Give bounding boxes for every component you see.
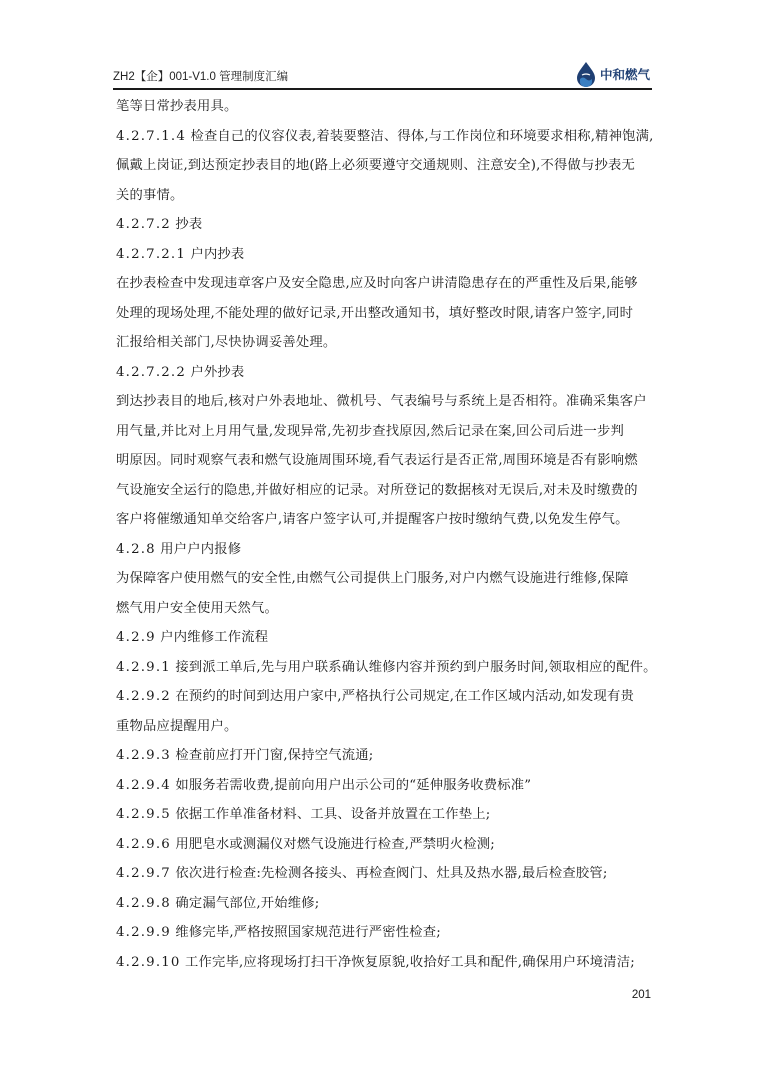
- line-text: 笔等日常抄表用具。: [116, 99, 238, 114]
- header-divider: [113, 88, 652, 90]
- line-text: 汇报给相关部门,尽快协调妥善处理。: [116, 335, 337, 350]
- text-line: [116, 918, 656, 948]
- line-text: 用户户内报修: [155, 541, 242, 557]
- page-number: 201: [631, 989, 651, 1001]
- line-text: 户内抄表: [186, 246, 245, 262]
- line-text: 明原因。同时观察气表和燃气设施周围环境,看气表运行是否正常,周围环境是否有影响燃: [116, 453, 638, 468]
- line-text: 用气量,并比对上月用气量,发现异常,先初步查找原因,然后记录在案,回公司后进一步判: [116, 423, 625, 439]
- line-text: 依次进行检查:先检测各接头、再检查阀门、灶具及热水器,最后检查胶管;: [170, 866, 608, 881]
- text-line: [116, 446, 656, 476]
- text-line: [116, 240, 656, 270]
- line-text: 气设施安全运行的隐患,并做好相应的记录。对所登记的数据核对无误后,对未及时缴费的: [116, 482, 638, 498]
- text-line: [116, 299, 656, 329]
- text-line: [116, 505, 656, 535]
- line-text: 客户将催缴通知单交给客户,请客户签字认可,并提醒客户按时缴纳气费,以免发生停气。: [116, 512, 629, 527]
- section-number: 4.2.8: [116, 541, 156, 557]
- section-number: 4.2.9.4: [116, 777, 171, 793]
- section-number: 4.2.9.5: [116, 807, 171, 822]
- line-text: 确定漏气部位,开始维修;: [170, 895, 320, 911]
- line-text: 到达抄表目的地后,核对户外表地址、微机号、气表编号与系统上是否相符。准确采集客户: [116, 394, 647, 409]
- text-line: [116, 830, 656, 860]
- section-number: 4.2.9.3: [116, 748, 171, 763]
- line-text: 维修完毕,严格按照国家规范进行严密性检查;: [170, 925, 441, 940]
- text-line: [116, 889, 656, 919]
- text-line: [116, 328, 656, 358]
- text-line: [116, 859, 656, 889]
- text-line: [116, 269, 656, 299]
- text-line: [116, 151, 656, 181]
- line-text: 检查前应打开门窗,保持空气流通;: [170, 748, 374, 763]
- section-number: 4.2.9.9: [116, 925, 171, 940]
- text-line: [116, 712, 656, 742]
- text-line: [116, 741, 656, 771]
- text-line: [116, 358, 656, 388]
- text-line: [116, 181, 656, 211]
- line-text: 工作完毕,应将现场打扫干净恢复原貌,收拾好工具和配件,确保用户环境清洁;: [180, 954, 635, 970]
- section-number: 4.2.9.6: [116, 836, 171, 852]
- line-text: 抄表: [170, 217, 203, 232]
- section-number: 4.2.9.1: [116, 659, 171, 675]
- text-line: [116, 535, 656, 565]
- line-text: 在抄表检查中发现违章客户及安全隐患,应及时向客户讲清隐患存在的严重性及后果,能够: [116, 276, 638, 291]
- line-text: 处理的现场处理,不能处理的做好记录,开出整改通知书，填好整改时限,请客户签字,同时: [116, 305, 634, 321]
- section-number: 4.2.7.2.2: [116, 364, 187, 380]
- section-number: 4.2.9.8: [116, 895, 171, 911]
- line-text: 关的事情。: [116, 187, 184, 203]
- document-body: [116, 92, 656, 977]
- line-text: 如服务若需收费,提前向用户出示公司的“延伸服务收费标准”: [170, 777, 532, 793]
- company-logo: [574, 60, 650, 88]
- section-number: 4.2.7.1.4: [116, 128, 187, 144]
- line-text: 在预约的时间到达用户家中,严格执行公司规定,在工作区域内活动,如发现有贵: [170, 689, 635, 704]
- line-text: 检查自己的仪容仪表,着装要整洁、得体,与工作岗位和环境要求相称,精神饱满,: [186, 128, 654, 144]
- text-line: [116, 210, 656, 240]
- text-line: [116, 387, 656, 417]
- text-line: [116, 623, 656, 653]
- text-line: [116, 653, 656, 683]
- line-text: 依据工作单准备材料、工具、设备并放置在工作垫上;: [170, 807, 491, 822]
- logo-text: 中和燃气: [599, 67, 650, 82]
- section-number: 4.2.7.2: [116, 217, 171, 232]
- line-text: 接到派工单后,先与用户联系确认维修内容并预约到户服务时间,领取相应的配件。: [170, 659, 657, 675]
- text-line: [116, 122, 656, 152]
- text-line: [116, 682, 656, 712]
- text-line: [116, 948, 656, 978]
- line-text: 佩戴上岗证,到达预定抄表目的地(路上必须要遵守交通规则、注意安全),不得做与抄表无: [116, 158, 636, 173]
- text-line: [116, 476, 656, 506]
- section-number: 4.2.9.10: [116, 954, 181, 970]
- header-title: ZH2【企】001-V1.0 管理制度汇编: [113, 71, 289, 83]
- text-line: [116, 771, 656, 801]
- section-number: 4.2.9: [116, 630, 156, 645]
- line-text: 为保障客户使用燃气的安全性,由燃气公司提供上门服务,对户内燃气设施进行维修,保障: [116, 571, 629, 586]
- line-text: 重物品应提醒用户。: [116, 718, 238, 734]
- section-number: 4.2.7.2.1: [116, 246, 187, 262]
- flame-drop-logo-icon: [574, 61, 598, 87]
- text-line: [116, 417, 656, 447]
- text-line: [116, 594, 656, 624]
- line-text: 户外抄表: [186, 364, 245, 380]
- line-text: 用肥皂水或测漏仪对燃气设施进行检查,严禁明火检测;: [170, 836, 495, 852]
- text-line: [116, 800, 656, 830]
- section-number: 4.2.9.7: [116, 866, 171, 881]
- line-text: 燃气用户安全使用天然气。: [116, 600, 278, 616]
- line-text: 户内维修工作流程: [155, 630, 269, 645]
- page-header: [113, 60, 652, 90]
- section-number: 4.2.9.2: [116, 689, 171, 704]
- text-line: [116, 564, 656, 594]
- text-line: [116, 92, 656, 122]
